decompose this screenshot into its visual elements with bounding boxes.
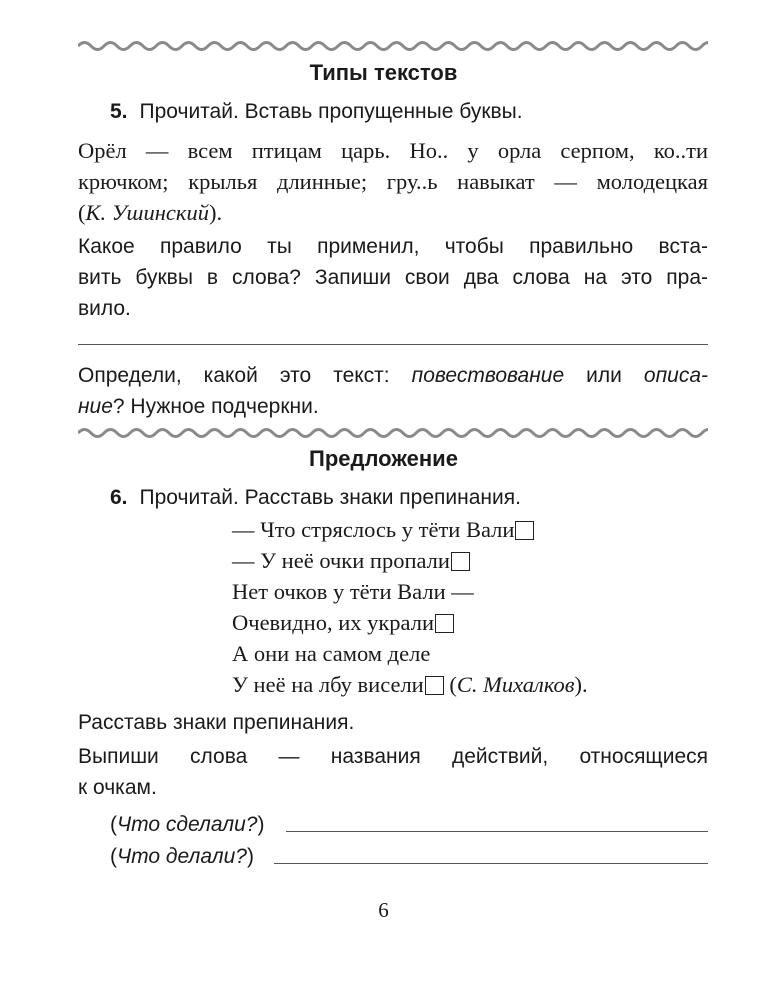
instruction-punctuation: Расставь знаки препинания. — [78, 711, 355, 734]
paren-close: ). — [574, 672, 588, 697]
write-line-1: Выпиши слова — названия действий, относящиеся — [78, 745, 708, 768]
determine-or: или — [586, 364, 622, 387]
punctuation-box[interactable] — [451, 552, 470, 571]
paren-open: ( — [78, 200, 86, 225]
determine-prefix: Определи, какой это текст: — [78, 364, 390, 387]
section-title-text-types: Типы текстов — [309, 60, 458, 85]
answer-field-1[interactable] — [286, 831, 708, 832]
task-number: 6. — [110, 486, 128, 509]
poem-line-4 — [232, 610, 454, 636]
question-line-1: Какое правило ты применил, чтобы правильно вста- — [78, 235, 708, 258]
paren-close: ) — [247, 845, 254, 868]
task-text: Прочитай. Вставь пропущенные буквы. — [139, 100, 523, 123]
poem-author: С. Михалков — [456, 672, 575, 697]
paren-open: ( — [110, 813, 117, 836]
wavy-divider-top — [78, 38, 708, 54]
question-what-did: Что сделали? — [117, 813, 258, 836]
task-6-heading — [110, 482, 740, 513]
poem-line-5 — [232, 641, 430, 667]
write-line-2: к очкам. — [78, 776, 157, 799]
poem-line-3 — [232, 579, 474, 605]
paren-open: ( — [110, 845, 117, 868]
punctuation-box[interactable] — [435, 614, 454, 633]
poem-text: — У неё очки пропали — [232, 548, 450, 573]
answer-label-2 — [110, 841, 254, 872]
answer-line-1[interactable] — [78, 344, 708, 345]
paren-close: ). — [208, 200, 223, 225]
question-line-2: вить буквы в слова? Запиши свои два слова на это пра- — [78, 266, 708, 289]
question-line-3: вило. — [78, 297, 131, 320]
question-what-doing: Что делали? — [117, 845, 247, 868]
passage-author: К. Ушинский — [85, 200, 209, 225]
punctuation-box[interactable] — [515, 521, 534, 540]
poem-text: — Что стряслось у тёти Вали — [232, 517, 515, 542]
determine-line-2 — [78, 391, 708, 422]
passage-author-line — [78, 197, 708, 228]
poem-text: Нет очков у тёти Вали — — [232, 579, 474, 604]
determine-suffix: ? Нужное подчеркни. — [112, 395, 319, 418]
wavy-divider-middle — [78, 425, 708, 441]
poem-text: Очевидно, их украли — [232, 610, 435, 635]
passage-line-2: крючком; крылья длинные; гру..ь навыкат — молодецкая — [78, 169, 708, 194]
option-description-part1[interactable]: описа- — [643, 364, 708, 387]
answer-field-2[interactable] — [274, 863, 708, 864]
poem-line-2 — [232, 548, 470, 574]
paren-close: ) — [257, 813, 265, 836]
poem-text: У неё на лбу висели — [232, 672, 424, 697]
task-number: 5. — [110, 100, 128, 123]
poem-text: А они на самом деле — [232, 641, 431, 666]
poem-line-6 — [232, 672, 588, 698]
answer-label-1 — [110, 809, 265, 840]
section-title-sentence: Предложение — [309, 446, 458, 471]
passage-line-1: Орёл — всем птицам царь. Но.. у орла серпом, ко..ти — [78, 138, 708, 163]
task-text: Прочитай. Расставь знаки препинания. — [139, 486, 521, 509]
punctuation-box[interactable] — [425, 676, 444, 695]
determine-line-1 — [78, 360, 708, 391]
page-number: 6 — [378, 898, 389, 922]
paren-open: ( — [443, 672, 457, 697]
option-narration[interactable]: повествование — [411, 364, 565, 387]
task-5-heading — [110, 96, 740, 127]
poem-line-1 — [232, 517, 534, 543]
option-description-part2[interactable]: ние — [78, 395, 113, 418]
